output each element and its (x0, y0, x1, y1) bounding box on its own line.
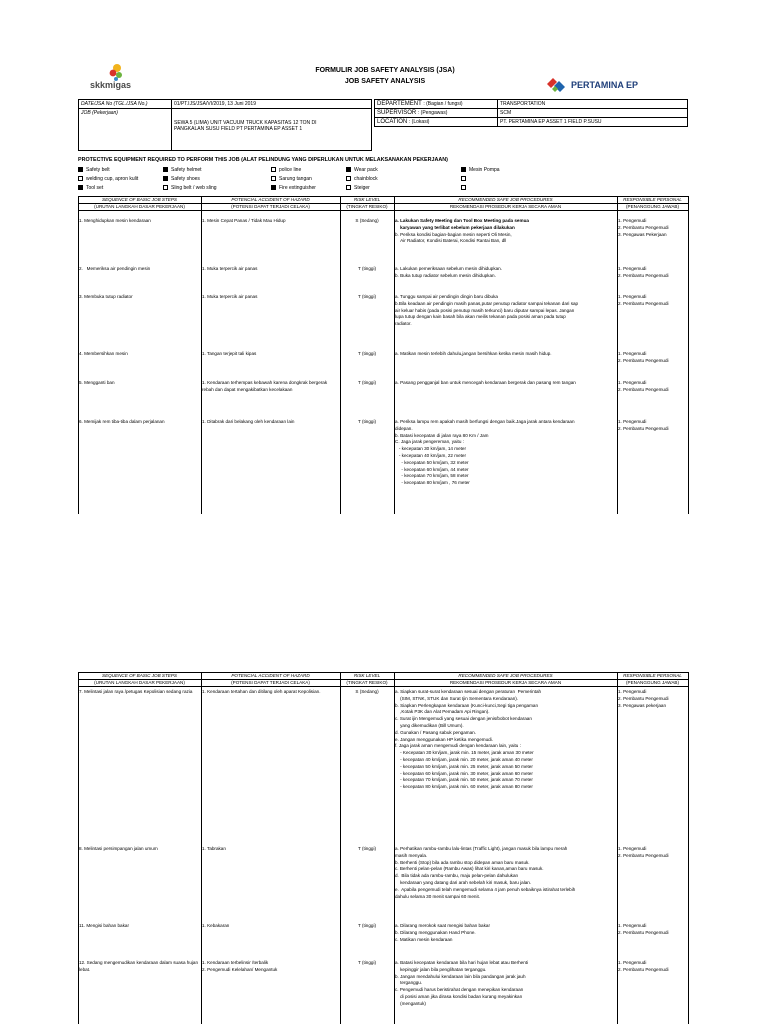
row-procedure-line: a. Perhatikan rambu-rambu lalu-lintas (Traffic Light), jangan masuk bila lampu merah (395, 846, 568, 851)
row-procedure-line: (mengantuk) (395, 1000, 426, 1006)
ppe-item (346, 185, 370, 192)
checkbox-unchecked-icon[interactable] (346, 185, 351, 190)
location-label: LOCATION (377, 119, 408, 125)
row-responsible-line: 2. Pembantu Pengemudi (618, 272, 669, 278)
row-step-line: 8. Melintasi persimpangan jalan umum (79, 846, 158, 851)
location-sub: : (Lokasi) (408, 119, 430, 125)
row-procedure-line: e. Jangan menggunakan HP ketika mengemudi. (395, 736, 493, 742)
ppe-item-label: Mesin Pompa (469, 167, 500, 173)
location-value: PT. PERTAMINA EP ASSET 1 FIELD P.SUSU (498, 118, 688, 127)
row-hazard-line: 1. Kendaraan tertahan dan ditilang oleh aparat Kepolisian. (202, 689, 321, 694)
col-responsible-header: RESPONSIBLE PERSONAL (623, 672, 682, 678)
department-label-cell (375, 100, 498, 109)
row-step (79, 689, 199, 696)
row-procedure-line: a. Siapkan surat-surat kendaraan sesuai dengan peraturan Pemerintah (395, 689, 542, 694)
col-procedure-header: RECOMMENDED SAFE JOB PROCEDURES (458, 672, 553, 678)
supervisor-label-cell (375, 109, 498, 118)
checkbox-unchecked-icon[interactable] (346, 176, 351, 181)
department-sub: : (Bagian / fungsi) (423, 101, 463, 107)
ppe-item (346, 167, 378, 174)
row-hazard-line: 1. Tabrakan (202, 846, 226, 851)
row-procedure-line: - Kecepatan 30 km/jam, jarak min. 15 meter, jarak aman 30 meter (395, 750, 534, 756)
checkbox-unchecked-icon[interactable] (163, 185, 168, 190)
row-step (79, 266, 199, 273)
row-procedure-line: - kecepatan 60 km/jam, 44 meter (395, 466, 469, 472)
row-risk: T (tinggi) (357, 923, 377, 928)
ppe-item-label: Sarung tangan (279, 176, 312, 182)
job-label: JOB (Pekerjaan) (79, 109, 172, 151)
row-hazard (202, 846, 338, 853)
row-procedure-line: d. Gunakan / Pasang sabuk pengaman. (395, 729, 476, 735)
row-responsible-line: 1. Pengemudi (618, 380, 647, 385)
row-responsible-line: 2. Pembantu Pengemudi (618, 929, 669, 935)
row-procedure (395, 218, 615, 245)
table-horizontal-rule (78, 686, 688, 687)
row-responsible-line: 1. Pengemudi (618, 294, 647, 299)
ppe-item (271, 167, 301, 174)
row-responsible-line: 1. Pengemudi (618, 846, 647, 851)
row-procedure-line: c. Pengemudi harus beristirahat dengan menepikan kendaraan (395, 987, 524, 993)
row-step-line: 4. Membersihkan mesin (79, 351, 128, 356)
col-procedure-subheader: REKOMENDASI PROSEDUR KERJA SECARA AMAN (449, 679, 562, 685)
row-responsible (618, 294, 686, 308)
row-step-line: 7. Melintasi jalan raya /petugas Kepolisian sedang razia (79, 689, 193, 694)
row-step-line: 12. Sedang mengemudikan kendaraan dalam suasa hujan lebat. (79, 960, 200, 972)
row-responsible-line: 2. Pembantu Pengemudi (618, 357, 669, 363)
row-hazard-line: 1. Kendaraan terhempas kebawah karena dongkrak bergerak rebah dan dapat mengakibatkan kecelakaan (202, 380, 329, 392)
ppe-item-label: Fire extinguisher (279, 185, 316, 191)
ppe-item (163, 185, 217, 192)
row-procedure-line: kendaraan yang datang dari arah sebelah kiri masuk, baru jalan. (395, 879, 532, 885)
row-risk: T (tinggi) (357, 846, 377, 851)
ppe-item-label: Safety helmet (171, 167, 202, 173)
row-responsible (618, 266, 686, 280)
row-hazard-line: 1. Mesin Cepat Panas / Tidak Mau Hidup (202, 218, 286, 223)
row-procedure-line: b.Bila keadaan air pendingin masih panas,putar penutup radiator sampai tekanan dari sap (395, 300, 579, 306)
row-procedure-line: f. Jaga jarak aman mengemudi dengan kendaraan lain, yaitu : (395, 743, 521, 749)
ppe-item-label: Sling belt / web sling (171, 185, 217, 191)
location-label-cell (375, 118, 498, 127)
table-horizontal-rule (78, 210, 688, 211)
row-procedure-line: c. Berhenti pelan-pelan (Rambu Awas) lihat kiri kanan,aman baru masuk. (395, 866, 544, 872)
row-procedure-line: c. Matikan mesin kendaraan (395, 936, 453, 942)
row-procedure-line: a. Matikan mesin terlebih dahulu,jangan bersihkan ketika mesin masih hidup. (395, 351, 552, 356)
row-risk: S (Sedang) (355, 689, 379, 694)
table-vertical-rule (688, 672, 689, 1024)
checkbox-checked-icon[interactable] (163, 176, 168, 181)
row-procedure-line: - kecepatan 60 km/jam, jarak min. 30 meter, jarak aman 60 meter (395, 770, 533, 776)
row-procedure-line: ,Kotak P3K dan Alat Pemadam Api Ringan). (395, 709, 490, 715)
pertamina-logo-text: PERTAMINA EP (571, 80, 639, 90)
row-risk: S (Sedang) (355, 218, 379, 223)
col-responsible-header: RESPONSIBLE PERSONAL (623, 196, 682, 202)
row-responsible-line: 3. Pengawas pekerjaan (618, 702, 667, 708)
checkbox-checked-icon[interactable] (346, 167, 351, 172)
row-step-line: 1. Menghidupkan mesin kendaraan (79, 218, 151, 223)
row-procedure-line: - kecepatan 30 km/jam, 14 meter (395, 446, 466, 452)
row-procedure-line: - kecepatan 80 km/jam , 76 meter (395, 480, 470, 486)
row-hazard (202, 923, 338, 930)
checkbox-checked-icon[interactable] (461, 167, 466, 172)
row-responsible (618, 846, 686, 860)
row-procedure-line: dahulu selama 30 menit sampai 60 menit. (395, 893, 481, 899)
ppe-item-label: welding cup, apron kulit (86, 176, 139, 182)
ppe-item (461, 167, 500, 174)
col-responsible-subheader: (PENANGGUNG JAWAB) (625, 203, 679, 209)
ppe-item (271, 185, 316, 192)
row-procedure (395, 380, 615, 387)
row-step (79, 419, 199, 426)
ppe-item-label: Steiger (354, 185, 370, 191)
row-procedure-line: - kecepatan 70 km/jam, 58 meter (395, 473, 469, 479)
row-procedure-line: masih menyala. (395, 852, 428, 858)
row-responsible-line: 1. Pengemudi (618, 419, 647, 424)
row-procedure-line: di posisi aman jika dirasa kondisi badan kurang meyakinkan (395, 993, 523, 999)
skkmigas-logo (88, 62, 148, 94)
row-hazard (202, 351, 338, 358)
ppe-item (346, 176, 378, 183)
row-hazard-line: 1. Muka terpercik air panas (202, 294, 258, 299)
row-procedure-line: didepan. (395, 425, 413, 431)
row-step (79, 960, 199, 974)
info-left-table (78, 99, 372, 151)
row-step-line: 11. Mengisi bahan bakar (79, 923, 129, 928)
ppe-heading: PROTECTIVE EQUIPMENT REQUIRED TO PERFORM THIS JOB (ALAT PELINDUNG YANG DIPERLUKAN UNTUK MELAKSANAKAN PEKERJAAN) (78, 157, 448, 163)
row-procedure-line: air keluar habis (pada posisi penutup masih terkunci) baru diputar sampai lepas. Jangan (395, 307, 575, 313)
row-procedure-line: b. Dilarang menggunakan Hand Phone. (395, 929, 476, 935)
skkmigas-logo-mark-icon (102, 62, 132, 82)
col-risk-subheader: (TINGKAT RESIKO) (346, 203, 388, 209)
row-procedure-line: - kecepatan 40 km/jam, jarak min. 20 meter, jarak aman 40 meter (395, 756, 533, 762)
pertamina-logo-mark-icon (545, 76, 567, 92)
ppe-item-label: chainblock (354, 176, 378, 182)
row-hazard (202, 960, 338, 974)
ppe-item-label: Safety belt (86, 167, 110, 173)
table-vertical-rule (688, 196, 689, 514)
ppe-item-label: Tool set (86, 185, 104, 191)
checkbox-unchecked-icon[interactable] (271, 167, 276, 172)
row-procedure-line: radiator. (395, 321, 412, 327)
row-procedure-line: c. Surat ijin Mengemudi yang sesuai dengan jenis/bobot kendaraan (395, 716, 532, 722)
col-steps-subheader: (URUTAN LANGKAH DASAR PEKERJAAN) (94, 679, 185, 685)
row-responsible (618, 419, 686, 433)
row-procedure-line: yang dikemudikan (Bill Umum). (395, 722, 464, 728)
row-responsible (618, 689, 686, 709)
job-value-cell (172, 109, 372, 151)
ppe-item-label: police line (279, 167, 302, 173)
row-risk: T (tinggi) (357, 380, 377, 385)
row-hazard-line: 1. Ditabrak dari belakang oleh kendaraan lain (202, 419, 295, 424)
row-responsible-line: 2. Pembantu Pengemudi (618, 386, 669, 392)
row-responsible-line: 2. Pembantu Pengemudi (618, 300, 669, 306)
col-risk-header: RISK LEVEL (353, 672, 381, 678)
job-value: SEWA 5 (LIMA) UNIT VACUUM TRUCK KAPASITAS 12 TON DI PANGKALAN SUSU FIELD PT PERTAMINA EP ASSET 1 (174, 120, 317, 132)
row-procedure-line: C. Jaga jarak pengereman, yaitu : (395, 439, 464, 445)
row-hazard-line: 1. Tangan terjepit tali kipas (202, 351, 257, 356)
col-responsible-subheader: (PENANGGUNG JAWAB) (625, 679, 679, 685)
row-procedure-line: a. Dilarang merokok saat mengisi bahan bakar (395, 923, 490, 928)
form-title: FORMULIR JOB SAFETY ANALYSIS (JSA) (315, 67, 455, 74)
row-risk: T (tinggi) (357, 351, 377, 356)
row-risk: T (tinggi) (357, 960, 377, 965)
row-hazard-line: 1. Muka terpercik air panas (202, 266, 258, 271)
checkbox-unchecked-icon[interactable] (461, 176, 466, 181)
row-procedure-line: b. Siapkan Perlengkapan kendaraan (Kunci-kunci,Segi tiga pengaman (395, 702, 539, 708)
row-hazard (202, 419, 338, 426)
ppe-item-label: Wear pack (354, 167, 378, 173)
info-row-department (375, 100, 688, 109)
col-procedure-header: RECOMMENDED SAFE JOB PROCEDURES (458, 196, 553, 202)
col-procedure-subheader: REKOMENDASI PROSEDUR KERJA SECARA AMAN (449, 203, 562, 209)
row-step (79, 380, 199, 387)
date-value: 01/PT.IJS/JSA/VI/2019, 13 Juni 2019 (172, 100, 372, 109)
row-procedure (395, 351, 615, 358)
col-steps-header: SEQUENCE OF BASIC JOB STEPS (102, 196, 177, 202)
row-risk: T (tinggi) (357, 266, 377, 271)
row-step (79, 846, 199, 853)
row-procedure (395, 689, 615, 791)
supervisor-value: SCM (498, 109, 688, 118)
ppe-item-label: Safety shoes (171, 176, 200, 182)
row-responsible-line: 2. Pembantu Pengemudi (618, 852, 669, 858)
col-risk-subheader: (TINGKAT RESIKO) (346, 679, 388, 685)
row-procedure-line: - kecepatan 50 km/jam, jarak min. 25 meter, jarak aman 50 meter (395, 763, 533, 769)
row-procedure-line: b. Berhenti (Stop) bila ada rambu stop didepan aman baru masuk. (395, 859, 530, 865)
row-procedure-line: - kecepatan 70 km/jam, jarak min. 50 meter, jarak aman 70 meter (395, 777, 533, 783)
row-responsible (618, 218, 686, 238)
row-responsible-line: 1. Pengemudi (618, 351, 647, 356)
ppe-item (78, 185, 103, 192)
department-label: DEPARTEMENT (377, 101, 422, 107)
checkbox-checked-icon[interactable] (78, 167, 83, 172)
row-hazard-line: 1. Kendaraan terbelinsir /terbalik (202, 960, 269, 965)
row-responsible-line: 1. Pengemudi (618, 266, 647, 271)
ppe-item (78, 167, 110, 174)
checkbox-checked-icon[interactable] (271, 185, 276, 190)
col-risk-header: RISK LEVEL (353, 196, 381, 202)
row-responsible-line: 1. Pengemudi (618, 689, 647, 694)
row-procedure-line: a. Pasang pengganjal ban untuk mencegah kendaraan bergerak dan pasang rem tangan (395, 380, 576, 385)
ppe-item (163, 167, 202, 174)
checkbox-unchecked-icon[interactable] (271, 176, 276, 181)
col-steps-subheader: (URUTAN LANGKAH DASAR PEKERJAAN) (94, 203, 185, 209)
ppe-item (461, 176, 469, 183)
row-procedure-line: b. Batasi kecepatan di jalan raya 80 Km / Jam (395, 432, 489, 438)
row-procedure-line: e. Apabila pengemudi telah mengemudi selama 4 jam penuh sebaiknya istirahat terlebih (395, 886, 576, 892)
row-responsible-line: 1. Pengemudi (618, 960, 647, 965)
col-hazard-header: POTENCIAL ACCIDENT OF HAZARD (231, 196, 310, 202)
row-step-line: 3. Membuka tutup radiator (79, 294, 133, 299)
row-procedure-line: a. Batasi kecepatan kendaraan bila hari hujan lebat atau Berhenti (395, 960, 529, 965)
ppe-item (461, 185, 469, 192)
info-row-supervisor (375, 109, 688, 118)
row-responsible-line: 2. Pembantu Pengemudi (618, 966, 669, 972)
row-step (79, 218, 199, 225)
row-hazard (202, 380, 338, 394)
row-procedure (395, 266, 615, 280)
row-hazard-line: 2. Pengemudi Kelelahan/ Mengantuk (202, 966, 278, 972)
col-hazard-subheader: (POTENSI DAPAT TERJADI CELAKA) (231, 203, 310, 209)
row-step (79, 294, 199, 301)
department-value: TRANSPORTATION (498, 100, 688, 109)
row-procedure (395, 294, 615, 328)
ppe-item (271, 176, 312, 183)
row-procedure-line: b. Periksa kondisi bagian-bagian mesin seperti Oli Mesin, (395, 231, 512, 237)
row-procedure (395, 419, 615, 487)
pertamina-logo (545, 76, 685, 94)
row-step-line: 2. Memeriksa air pendingin mesin (79, 266, 151, 271)
row-responsible (618, 960, 686, 974)
row-responsible-line: 2. Pembantu Pengemudi (618, 425, 669, 431)
checkbox-unchecked-icon[interactable] (461, 185, 466, 190)
ppe-item (163, 176, 200, 183)
row-procedure (395, 960, 615, 1008)
row-responsible-line: 2. Pembantu Pengemudi (618, 224, 669, 230)
row-risk: T (tinggi) (357, 419, 377, 424)
ppe-item (78, 176, 138, 183)
info-right-table (374, 99, 688, 127)
row-procedure-line: (SIM, STNK, STUK dan Surat Ijin Sementara Kendaraan). (395, 695, 519, 701)
row-responsible-line: 2. Pembantu Pengemudi (618, 695, 669, 701)
row-step-line: 5. Mengganti ban (79, 380, 115, 385)
row-procedure-line: Air Radiator, Kondisi Baterai, Kondisi Rantai Ban, dll (395, 238, 507, 244)
supervisor-label: SUPERVISOR (377, 110, 417, 116)
row-hazard (202, 266, 338, 273)
row-procedure (395, 923, 615, 943)
row-responsible (618, 380, 686, 394)
row-responsible-line: 1. Pengemudi (618, 923, 647, 928)
col-steps-header: SEQUENCE OF BASIC JOB STEPS (102, 672, 177, 678)
row-procedure-line: karyawan yang terlibat sebelum pekerjaan dilakukan (395, 224, 515, 230)
row-procedure-line: lupa tutup dengan kain basah bila akan meilis tekanan pada posisi aman pada tutup (395, 314, 566, 320)
checkbox-checked-icon[interactable] (78, 185, 83, 190)
checkbox-checked-icon[interactable] (163, 167, 168, 172)
row-procedure-line: - kecepatan 40 km/jam, 22 meter (395, 452, 466, 458)
row-responsible-line: 1. Pengemudi (618, 218, 647, 223)
row-procedure-line: a. Tunggu sampai air pendingin dingin baru dibuka (395, 294, 498, 299)
row-responsible (618, 351, 686, 365)
row-hazard (202, 218, 338, 225)
checkbox-unchecked-icon[interactable] (78, 176, 83, 181)
form-subtitle: JOB SAFETY ANALYSIS (344, 78, 426, 85)
row-procedure (395, 846, 615, 900)
row-procedure-line: b. Buka tutup radiator sebelum mesin dihidupkan. (395, 272, 496, 278)
row-step-line: 6. Memijak rem tiba-tiba dalam perjalanan (79, 419, 165, 424)
row-procedure-line: a. Periksa lampu rem apakah masih berfungsi dengan baik.Jaga jarak antara kendaraan (395, 419, 575, 424)
col-hazard-header: POTENCIAL ACCIDENT OF HAZARD (231, 672, 310, 678)
row-responsible-line: 3. Pengawas Pekerjaan (618, 231, 667, 237)
row-procedure-line: b. Jangan mendahului kendaraan lain bila pandangan jarak jauh (395, 973, 526, 979)
row-hazard (202, 294, 338, 301)
info-row-location (375, 118, 688, 127)
row-step (79, 923, 199, 930)
date-label: DATE/JSA No (TGL./JSA No.) (79, 100, 172, 109)
skkmigas-logo-text: skkmigas (90, 80, 132, 90)
row-step (79, 351, 199, 358)
row-procedure-line: - kecepatan 50 km/jam, 32 meter (395, 459, 469, 465)
row-procedure-line: a. Lakukan Safety Meeting dan Tool Box Meeting pada semua (395, 218, 529, 223)
row-procedure-line: d. Bila tidak ada rambu-rambu, maju pelan-pelan dahulukan (395, 873, 519, 879)
row-procedure-line: terganggu. (395, 980, 423, 986)
row-risk: T (tinggi) (357, 294, 377, 299)
row-hazard-line: 1. Kebakaran (202, 923, 230, 928)
row-hazard (202, 689, 338, 696)
row-procedure-line: kepinggir jalan bila penglihatan terganggu. (395, 966, 487, 972)
col-hazard-subheader: (POTENSI DAPAT TERJADI CELAKA) (231, 679, 310, 685)
supervisor-sub: : (Pengawas) (417, 110, 448, 116)
row-procedure-line: - kecepatan 80 km/jam, jarak min. 60 meter, jarak aman 80 meter (395, 784, 533, 790)
row-responsible (618, 923, 686, 937)
row-procedure-line: a. Lakukan pemeriksaan sebelum mesin dihidupkan. (395, 266, 502, 271)
